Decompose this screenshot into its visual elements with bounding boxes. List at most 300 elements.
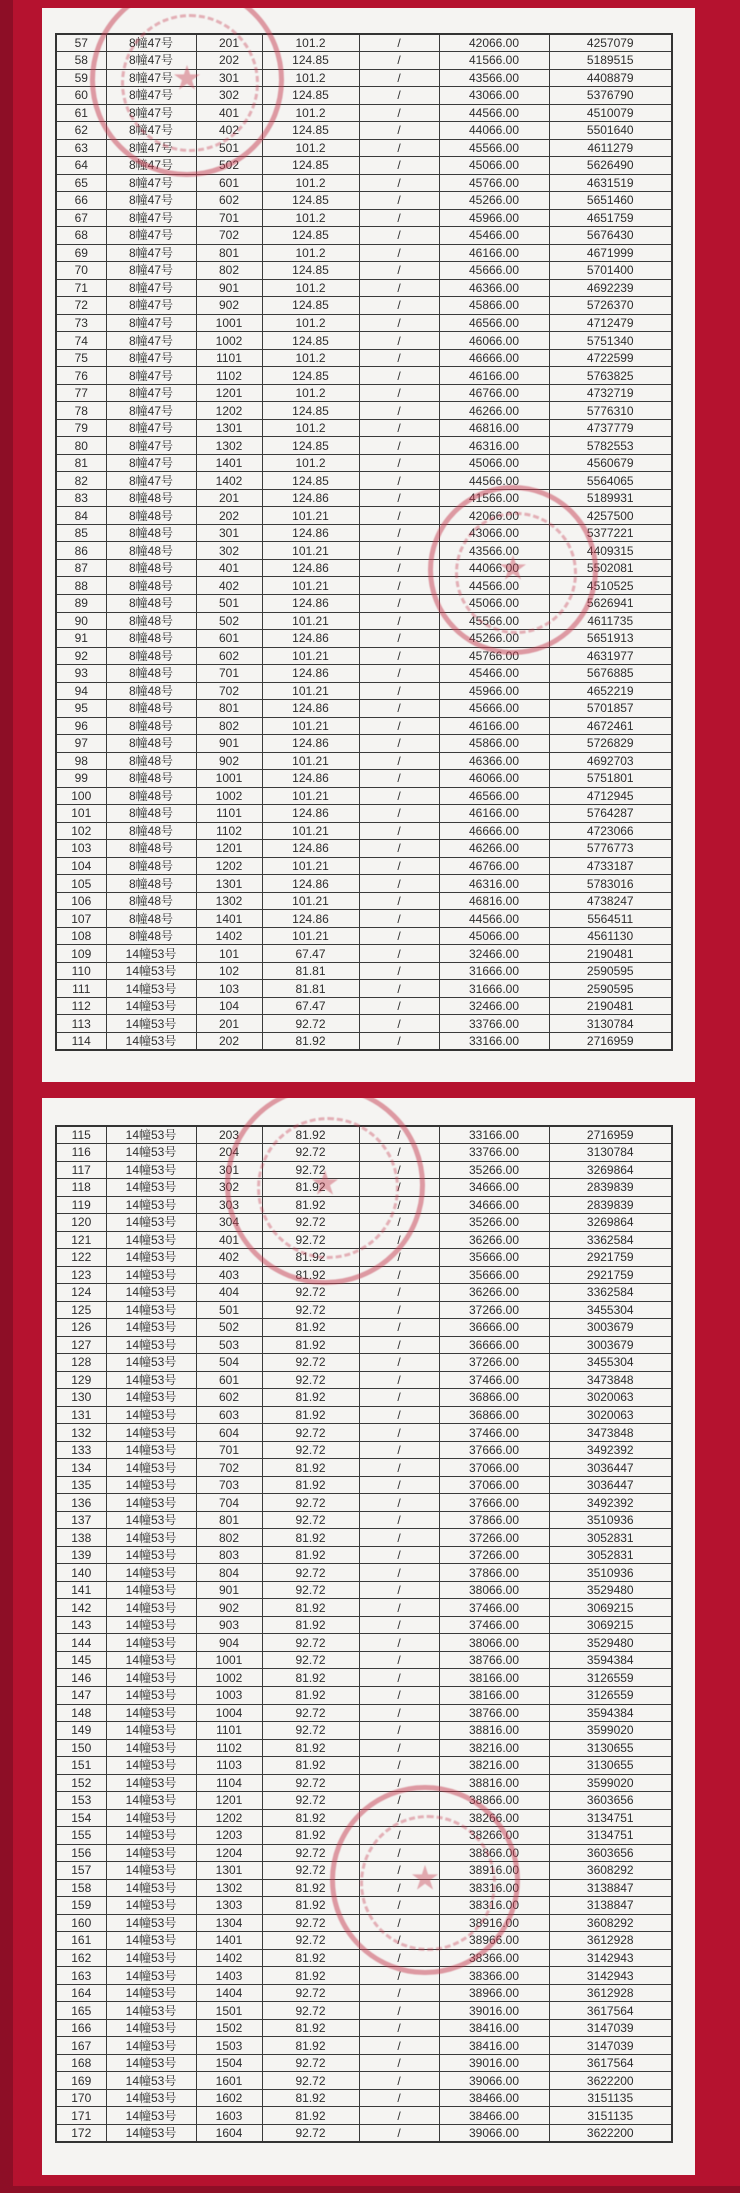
table-row: [56, 1424, 672, 1442]
table-cell: 38266.00: [439, 1827, 549, 1845]
table-cell: 8幢47号: [106, 157, 196, 175]
table-cell: 801: [196, 244, 262, 262]
table-cell: 14幢53号: [106, 2002, 196, 2020]
table-cell: 31666.00: [439, 962, 549, 980]
table-cell: 2716959: [549, 1126, 672, 1144]
table-cell: 4651759: [549, 209, 672, 227]
table-cell: 14幢53号: [106, 1564, 196, 1582]
table-cell: 3138847: [549, 1879, 672, 1897]
table-cell: 1601: [196, 2072, 262, 2090]
table-cell: 101.21: [262, 577, 359, 595]
table-cell: 39016.00: [439, 2002, 549, 2020]
table-cell: 101.21: [262, 542, 359, 560]
table-cell: 84: [56, 507, 106, 525]
table-cell: 5626490: [549, 157, 672, 175]
table-cell: 81.92: [262, 2089, 359, 2107]
table-cell: /: [359, 787, 439, 805]
table-row: [56, 1231, 672, 1249]
table-cell: 124.85: [262, 437, 359, 455]
table-cell: 901: [196, 279, 262, 297]
table-cell: 1102: [196, 822, 262, 840]
table-cell: 81.92: [262, 1196, 359, 1214]
table-row: [56, 1249, 672, 1267]
table-cell: 14幢53号: [106, 1441, 196, 1459]
table-cell: /: [359, 1827, 439, 1845]
table-cell: /: [359, 612, 439, 630]
table-cell: 81.92: [262, 1949, 359, 1967]
table-cell: /: [359, 1459, 439, 1477]
table-cell: 92.72: [262, 1161, 359, 1179]
table-cell: 143: [56, 1616, 106, 1634]
table-cell: 46266.00: [439, 840, 549, 858]
table-cell: 4631519: [549, 174, 672, 192]
table-cell: 38466.00: [439, 2089, 549, 2107]
table-cell: /: [359, 962, 439, 980]
table-cell: 4723066: [549, 822, 672, 840]
table-cell: 3130655: [549, 1739, 672, 1757]
table-cell: 1202: [196, 1809, 262, 1827]
table-cell: 119: [56, 1196, 106, 1214]
table-row: [56, 770, 672, 788]
table-cell: 8幢47号: [106, 314, 196, 332]
table-cell: 95: [56, 700, 106, 718]
table-cell: 101.2: [262, 174, 359, 192]
table-cell: 46166.00: [439, 717, 549, 735]
table-cell: 44566.00: [439, 472, 549, 490]
table-row: [56, 1032, 672, 1050]
table-cell: 38966.00: [439, 1932, 549, 1950]
table-cell: 5676885: [549, 665, 672, 683]
table-row: [56, 1161, 672, 1179]
table-cell: 8幢48号: [106, 787, 196, 805]
table-cell: 81: [56, 454, 106, 472]
table-cell: 601: [196, 630, 262, 648]
table-cell: 81.92: [262, 2037, 359, 2055]
table-cell: 92.72: [262, 1651, 359, 1669]
table-cell: 132: [56, 1424, 106, 1442]
table-cell: 8幢47号: [106, 437, 196, 455]
table-cell: 5626941: [549, 595, 672, 613]
table-cell: /: [359, 1792, 439, 1810]
table-cell: 92.72: [262, 1722, 359, 1740]
table-cell: 2839839: [549, 1179, 672, 1197]
table-cell: 37266.00: [439, 1546, 549, 1564]
table-cell: 153: [56, 1792, 106, 1810]
table-cell: 14幢53号: [106, 1126, 196, 1144]
table-cell: 402: [196, 122, 262, 140]
table-cell: 157: [56, 1862, 106, 1880]
table-cell: 35666.00: [439, 1249, 549, 1267]
table-cell: 8幢48号: [106, 489, 196, 507]
table-cell: 72: [56, 297, 106, 315]
table-cell: 4722599: [549, 349, 672, 367]
table-row: [56, 612, 672, 630]
table-cell: 70: [56, 262, 106, 280]
table-cell: 8幢47号: [106, 87, 196, 105]
table-cell: 35266.00: [439, 1161, 549, 1179]
table-cell: 45766.00: [439, 174, 549, 192]
table-cell: 301: [196, 69, 262, 87]
table-cell: 38316.00: [439, 1879, 549, 1897]
table-cell: 14幢53号: [106, 1634, 196, 1652]
table-cell: /: [359, 1476, 439, 1494]
table-cell: 104: [56, 857, 106, 875]
table-cell: 4737779: [549, 419, 672, 437]
table-cell: /: [359, 577, 439, 595]
table-cell: 101.2: [262, 34, 359, 52]
table-cell: 14幢53号: [106, 1949, 196, 1967]
table-cell: 37066.00: [439, 1459, 549, 1477]
table-cell: 3151135: [549, 2089, 672, 2107]
table-cell: 38916.00: [439, 1914, 549, 1932]
table-cell: 3599020: [549, 1774, 672, 1792]
table-cell: 201: [196, 1015, 262, 1033]
table-cell: 1302: [196, 892, 262, 910]
table-cell: 124.85: [262, 157, 359, 175]
table-row: [56, 787, 672, 805]
table-cell: 136: [56, 1494, 106, 1512]
table-cell: 201: [196, 489, 262, 507]
table-cell: 111: [56, 980, 106, 998]
table-cell: 14幢53号: [106, 1319, 196, 1337]
table-cell: 3608292: [549, 1862, 672, 1880]
table-cell: 14幢53号: [106, 2019, 196, 2037]
table-cell: 46366.00: [439, 279, 549, 297]
table-cell: 3126559: [549, 1669, 672, 1687]
table-cell: 161: [56, 1932, 106, 1950]
table-cell: 33766.00: [439, 1144, 549, 1162]
table-cell: 1604: [196, 2124, 262, 2142]
table-cell: 102: [56, 822, 106, 840]
table-cell: 4738247: [549, 892, 672, 910]
table-row: [56, 174, 672, 192]
table-cell: 1203: [196, 1827, 262, 1845]
table-row: [56, 139, 672, 157]
table-row: [56, 1529, 672, 1547]
table-cell: 702: [196, 227, 262, 245]
table-cell: 105: [56, 875, 106, 893]
table-cell: 147: [56, 1687, 106, 1705]
table-cell: 98: [56, 752, 106, 770]
table-cell: 701: [196, 209, 262, 227]
table-cell: 83: [56, 489, 106, 507]
table-cell: 8幢47号: [106, 297, 196, 315]
table-cell: 37466.00: [439, 1371, 549, 1389]
table-cell: /: [359, 2002, 439, 2020]
table-cell: 97: [56, 735, 106, 753]
table-cell: 3003679: [549, 1336, 672, 1354]
table-cell: 81.92: [262, 1032, 359, 1050]
table-row: [56, 1827, 672, 1845]
table-cell: 34666.00: [439, 1179, 549, 1197]
table-cell: 5651913: [549, 630, 672, 648]
table-cell: 14幢53号: [106, 1371, 196, 1389]
table-cell: 402: [196, 1249, 262, 1267]
table-row: [56, 805, 672, 823]
table-cell: 124.85: [262, 367, 359, 385]
table-cell: 81.92: [262, 1827, 359, 1845]
table-cell: 8幢48号: [106, 542, 196, 560]
table-cell: 4692703: [549, 752, 672, 770]
table-cell: 39066.00: [439, 2124, 549, 2142]
table-cell: /: [359, 1581, 439, 1599]
table-cell: 115: [56, 1126, 106, 1144]
table-row: [56, 1371, 672, 1389]
table-cell: 81.92: [262, 1616, 359, 1634]
table-cell: 1404: [196, 1984, 262, 2002]
table-cell: 46366.00: [439, 752, 549, 770]
table-row: [56, 647, 672, 665]
table-cell: 92.72: [262, 1984, 359, 2002]
table-cell: 140: [56, 1564, 106, 1582]
table-cell: 14幢53号: [106, 1511, 196, 1529]
table-cell: 71: [56, 279, 106, 297]
table-cell: 81.92: [262, 1336, 359, 1354]
table-row: [56, 1704, 672, 1722]
table-cell: 160: [56, 1914, 106, 1932]
table-row: [56, 1949, 672, 1967]
table-cell: /: [359, 700, 439, 718]
table-cell: 36666.00: [439, 1319, 549, 1337]
table-cell: 3362584: [549, 1284, 672, 1302]
table-cell: 14幢53号: [106, 2072, 196, 2090]
table-cell: 14幢53号: [106, 1179, 196, 1197]
table-cell: 14幢53号: [106, 1015, 196, 1033]
table-cell: 1403: [196, 1967, 262, 1985]
table-cell: 39066.00: [439, 2072, 549, 2090]
table-row: [56, 419, 672, 437]
table-cell: 1002: [196, 332, 262, 350]
table-row: [56, 857, 672, 875]
table-cell: 1204: [196, 1844, 262, 1862]
table-cell: 81.92: [262, 1459, 359, 1477]
table-cell: /: [359, 717, 439, 735]
table-cell: 101.2: [262, 104, 359, 122]
table-cell: 77: [56, 384, 106, 402]
table-cell: 45266.00: [439, 630, 549, 648]
table-cell: /: [359, 314, 439, 332]
table-cell: 4692239: [549, 279, 672, 297]
table-cell: /: [359, 52, 439, 70]
table-cell: 8幢48号: [106, 840, 196, 858]
table-cell: 38416.00: [439, 2019, 549, 2037]
table-cell: 44066.00: [439, 559, 549, 577]
table-cell: 42066.00: [439, 34, 549, 52]
table-cell: 8幢47号: [106, 139, 196, 157]
table-row: [56, 437, 672, 455]
table-cell: /: [359, 1161, 439, 1179]
table-cell: 101.2: [262, 139, 359, 157]
table-cell: 1201: [196, 384, 262, 402]
table-cell: 145: [56, 1651, 106, 1669]
table-cell: 38266.00: [439, 1809, 549, 1827]
table-cell: /: [359, 1651, 439, 1669]
table-cell: 4409315: [549, 542, 672, 560]
table-cell: 702: [196, 1459, 262, 1477]
table-cell: 101.2: [262, 454, 359, 472]
table-cell: 45466.00: [439, 227, 549, 245]
table-cell: /: [359, 1897, 439, 1915]
table-cell: 8幢48号: [106, 927, 196, 945]
left-edge-strip: [0, 0, 13, 2193]
table-cell: 8幢47号: [106, 384, 196, 402]
table-cell: 81.92: [262, 1389, 359, 1407]
table-cell: /: [359, 1564, 439, 1582]
table-cell: 304: [196, 1214, 262, 1232]
table-cell: 3269864: [549, 1214, 672, 1232]
table-cell: 8幢48号: [106, 559, 196, 577]
table-cell: 5502081: [549, 559, 672, 577]
table-cell: 73: [56, 314, 106, 332]
table-row: [56, 1581, 672, 1599]
table-cell: 46266.00: [439, 402, 549, 420]
table-cell: 124.86: [262, 665, 359, 683]
table-cell: 4671999: [549, 244, 672, 262]
table-cell: 92.72: [262, 1144, 359, 1162]
table-cell: 78: [56, 402, 106, 420]
table-cell: /: [359, 2072, 439, 2090]
table-cell: 14幢53号: [106, 962, 196, 980]
table-cell: 124.86: [262, 770, 359, 788]
table-cell: 3603656: [549, 1844, 672, 1862]
table-cell: /: [359, 1529, 439, 1547]
table-cell: 81.92: [262, 1669, 359, 1687]
table-cell: 36866.00: [439, 1389, 549, 1407]
table-cell: 165: [56, 2002, 106, 2020]
table-cell: 101.2: [262, 314, 359, 332]
table-cell: 8幢48号: [106, 665, 196, 683]
table-cell: 601: [196, 1371, 262, 1389]
table-cell: 8幢47号: [106, 454, 196, 472]
table-cell: 403: [196, 1266, 262, 1284]
table-cell: 101: [56, 805, 106, 823]
table-cell: 37066.00: [439, 1476, 549, 1494]
table-cell: 45566.00: [439, 139, 549, 157]
table-cell: /: [359, 630, 439, 648]
table-cell: 45266.00: [439, 192, 549, 210]
table-row: [56, 1476, 672, 1494]
table-cell: 14幢53号: [106, 2037, 196, 2055]
table-cell: 1103: [196, 1757, 262, 1775]
table-cell: 37466.00: [439, 1599, 549, 1617]
table-cell: 3455304: [549, 1301, 672, 1319]
table-cell: 81.92: [262, 2019, 359, 2037]
table-cell: /: [359, 1862, 439, 1880]
table-cell: /: [359, 1126, 439, 1144]
table-cell: 202: [196, 52, 262, 70]
table-cell: 5751340: [549, 332, 672, 350]
table-cell: 81.92: [262, 1546, 359, 1564]
table-cell: 46666.00: [439, 349, 549, 367]
table-cell: 703: [196, 1476, 262, 1494]
table-cell: /: [359, 1336, 439, 1354]
table-cell: 1202: [196, 402, 262, 420]
table-cell: 602: [196, 647, 262, 665]
table-row: [56, 997, 672, 1015]
table-cell: /: [359, 402, 439, 420]
table-cell: 8幢47号: [106, 472, 196, 490]
table-cell: 120: [56, 1214, 106, 1232]
table-cell: 101.2: [262, 384, 359, 402]
table-cell: 3036447: [549, 1459, 672, 1477]
table-cell: 804: [196, 1564, 262, 1582]
table-cell: 134: [56, 1459, 106, 1477]
table-cell: 301: [196, 1161, 262, 1179]
table-cell: 33166.00: [439, 1032, 549, 1050]
table-cell: 3612928: [549, 1984, 672, 2002]
table-cell: 81.81: [262, 962, 359, 980]
table-row: [56, 1932, 672, 1950]
table-cell: 1301: [196, 1862, 262, 1880]
table-cell: 46166.00: [439, 367, 549, 385]
table-cell: 8幢47号: [106, 52, 196, 70]
table-cell: /: [359, 559, 439, 577]
table-cell: 5783016: [549, 875, 672, 893]
table-cell: 106: [56, 892, 106, 910]
table-cell: 92.72: [262, 1015, 359, 1033]
table-cell: 4561130: [549, 927, 672, 945]
table-cell: 102: [196, 962, 262, 980]
table-cell: 144: [56, 1634, 106, 1652]
table-cell: 5501640: [549, 122, 672, 140]
table-cell: 14幢53号: [106, 1599, 196, 1617]
table-cell: /: [359, 174, 439, 192]
table-cell: 124.86: [262, 595, 359, 613]
table-cell: 92.72: [262, 2002, 359, 2020]
table-cell: 82: [56, 472, 106, 490]
table-cell: 38216.00: [439, 1757, 549, 1775]
table-cell: 85: [56, 524, 106, 542]
table-cell: 302: [196, 87, 262, 105]
table-row: [56, 1459, 672, 1477]
table-cell: 92.72: [262, 1914, 359, 1932]
table-cell: 81.92: [262, 1249, 359, 1267]
table-cell: /: [359, 2019, 439, 2037]
table-cell: 3529480: [549, 1634, 672, 1652]
table-cell: 41566.00: [439, 52, 549, 70]
table-cell: 3269864: [549, 1161, 672, 1179]
table-row: [56, 349, 672, 367]
table-cell: 81.92: [262, 1179, 359, 1197]
table-cell: /: [359, 927, 439, 945]
table-cell: 138: [56, 1529, 106, 1547]
table-row: [56, 1967, 672, 1985]
table-cell: 1002: [196, 1669, 262, 1687]
table-cell: 36666.00: [439, 1336, 549, 1354]
table-cell: 1004: [196, 1704, 262, 1722]
table-cell: 39016.00: [439, 2054, 549, 2072]
table-row: [56, 595, 672, 613]
table-cell: /: [359, 2054, 439, 2072]
table-cell: 1301: [196, 875, 262, 893]
table-cell: 87: [56, 559, 106, 577]
table-cell: 37266.00: [439, 1354, 549, 1372]
table-cell: 45666.00: [439, 262, 549, 280]
table-cell: 65: [56, 174, 106, 192]
table-cell: 124.85: [262, 332, 359, 350]
table-cell: 8幢48号: [106, 612, 196, 630]
table-cell: 602: [196, 192, 262, 210]
table-cell: 61: [56, 104, 106, 122]
table-cell: 5776310: [549, 402, 672, 420]
table-row: [56, 717, 672, 735]
table-cell: 101.2: [262, 244, 359, 262]
table-cell: 14幢53号: [106, 1424, 196, 1442]
table-cell: 2190481: [549, 997, 672, 1015]
table-cell: 3134751: [549, 1827, 672, 1845]
table-cell: 1104: [196, 1774, 262, 1792]
table-cell: 99: [56, 770, 106, 788]
